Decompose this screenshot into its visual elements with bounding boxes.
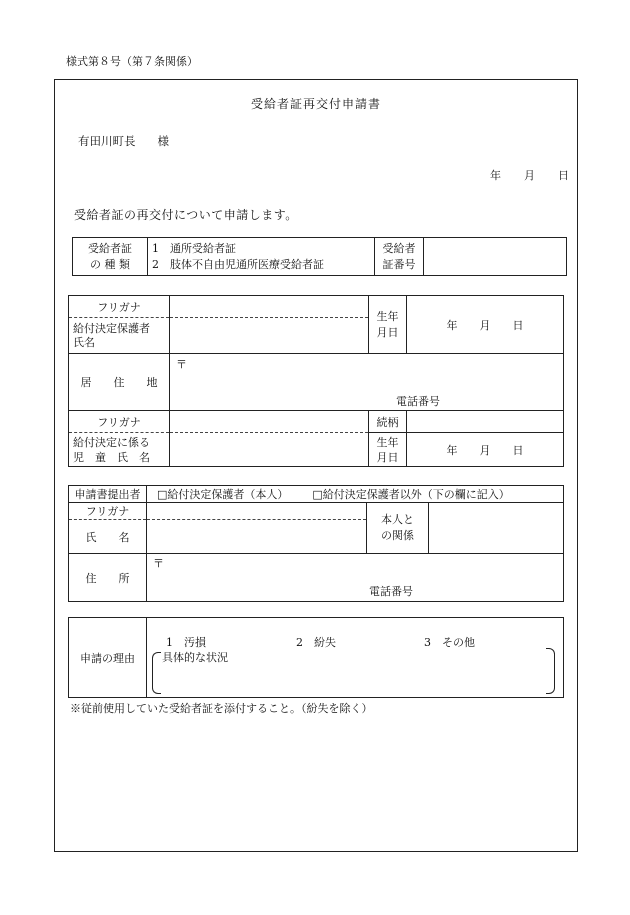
submitter-options	[147, 486, 564, 503]
submitter-furigana-label: フリガナ	[69, 503, 147, 520]
reason-detail-bracket-right	[546, 648, 555, 694]
certificate-type-table	[72, 237, 567, 276]
child-name-label-line1: 給付決定に係る	[73, 435, 150, 449]
date-day-label: 日	[558, 169, 569, 182]
child-furigana-field[interactable]	[170, 411, 369, 433]
submitter-address-label: 住 所	[69, 554, 147, 602]
addressee-name: 有田川町長	[78, 134, 136, 148]
guardian-name-label-line2: 氏名	[73, 335, 95, 349]
guardian-name-label	[69, 318, 170, 354]
submitter-option-other[interactable]: □給付決定保護者以外（下の欄に記入）	[312, 488, 510, 501]
form-title: 受給者証再交付申請書	[250, 97, 381, 111]
cert-number-field[interactable]	[424, 238, 567, 276]
cert-type-label-line1: 受給者証	[88, 241, 132, 255]
guardian-furigana-field[interactable]	[170, 296, 369, 318]
guardian-birth-label-line1: 生年	[376, 309, 399, 323]
child-birth-label-line1: 生年	[376, 435, 399, 449]
submitter-option-self[interactable]: □給付決定保護者（本人）	[157, 488, 289, 501]
reason-option-other[interactable]: 3 その他	[424, 636, 475, 649]
submitter-relation-field[interactable]	[429, 503, 564, 554]
cert-type-option-tsusho[interactable]: 1 通所受給者証	[152, 241, 236, 255]
relation-field[interactable]	[407, 411, 564, 433]
reason-option-soiled[interactable]: 1 汚損	[166, 636, 206, 649]
residence-phone-label: 電話番号	[396, 395, 440, 408]
submitter-table	[68, 485, 564, 602]
guardian-name-field[interactable]	[170, 318, 369, 354]
guardian-birth-label-line2: 月日	[376, 325, 399, 339]
child-birth-date[interactable]: 年 月 日	[407, 433, 564, 467]
child-name-label-line2: 児 童 氏 名	[73, 450, 150, 464]
reason-table	[68, 617, 564, 698]
cert-type-label	[73, 238, 148, 276]
submitter-postal-mark: 〒	[153, 557, 164, 570]
date-year-label: 年	[490, 169, 501, 182]
guardian-birth-date[interactable]: 年 月 日	[407, 296, 564, 354]
residence-postal-mark: 〒	[176, 358, 187, 371]
submitter-relation-label-line2: の関係	[381, 529, 414, 542]
child-name-label	[69, 433, 170, 467]
date-month-label: 月	[524, 169, 535, 182]
submitter-name-field[interactable]	[147, 520, 367, 554]
submitter-label: 申請書提出者	[69, 486, 147, 503]
submitter-name-label: 氏 名	[69, 520, 147, 554]
form-number-label: 様式第８号（第７条関係）	[66, 55, 198, 68]
reason-detail-label: 具体的な状況	[162, 651, 228, 664]
child-birth-label	[369, 433, 407, 467]
reason-option-lost[interactable]: 2 紛失	[296, 636, 336, 649]
submitter-address-field[interactable]	[147, 554, 564, 602]
guardian-furigana-label: フリガナ	[69, 296, 170, 318]
cert-type-options	[148, 238, 375, 276]
residence-field[interactable]	[170, 354, 564, 411]
guardian-birth-label	[369, 296, 407, 354]
reason-detail-bracket-left	[152, 652, 161, 694]
submitter-relation-label	[367, 503, 429, 554]
intro-text: 受給者証の再交付について申請します。	[74, 208, 298, 222]
cert-type-option-iryo[interactable]: 2 肢体不自由児通所医療受給者証	[152, 257, 324, 271]
submitter-furigana-field[interactable]	[147, 503, 367, 520]
reason-label: 申請の理由	[69, 618, 147, 698]
submitter-phone-label: 電話番号	[369, 585, 413, 598]
submitter-relation-label-line1: 本人と	[381, 513, 414, 526]
addressee	[78, 133, 169, 149]
child-name-field[interactable]	[170, 433, 369, 467]
child-birth-label-line2: 月日	[376, 450, 399, 464]
addressee-honorific: 様	[157, 134, 169, 148]
relation-label: 続柄	[369, 411, 407, 433]
cert-number-label	[375, 238, 424, 276]
residence-label: 居 住 地	[69, 354, 170, 411]
cert-number-label-line2: 証番号	[382, 257, 416, 271]
cert-number-label-line1: 受給者	[382, 241, 416, 255]
attachment-note: ※従前使用していた受給者証を添付すること。（紛失を除く）	[70, 702, 373, 715]
cert-type-label-line2: の 種 類	[90, 257, 130, 271]
guardian-name-label-line1: 給付決定保護者	[73, 321, 150, 335]
child-furigana-label: フリガナ	[69, 411, 170, 433]
guardian-child-table	[68, 295, 564, 467]
